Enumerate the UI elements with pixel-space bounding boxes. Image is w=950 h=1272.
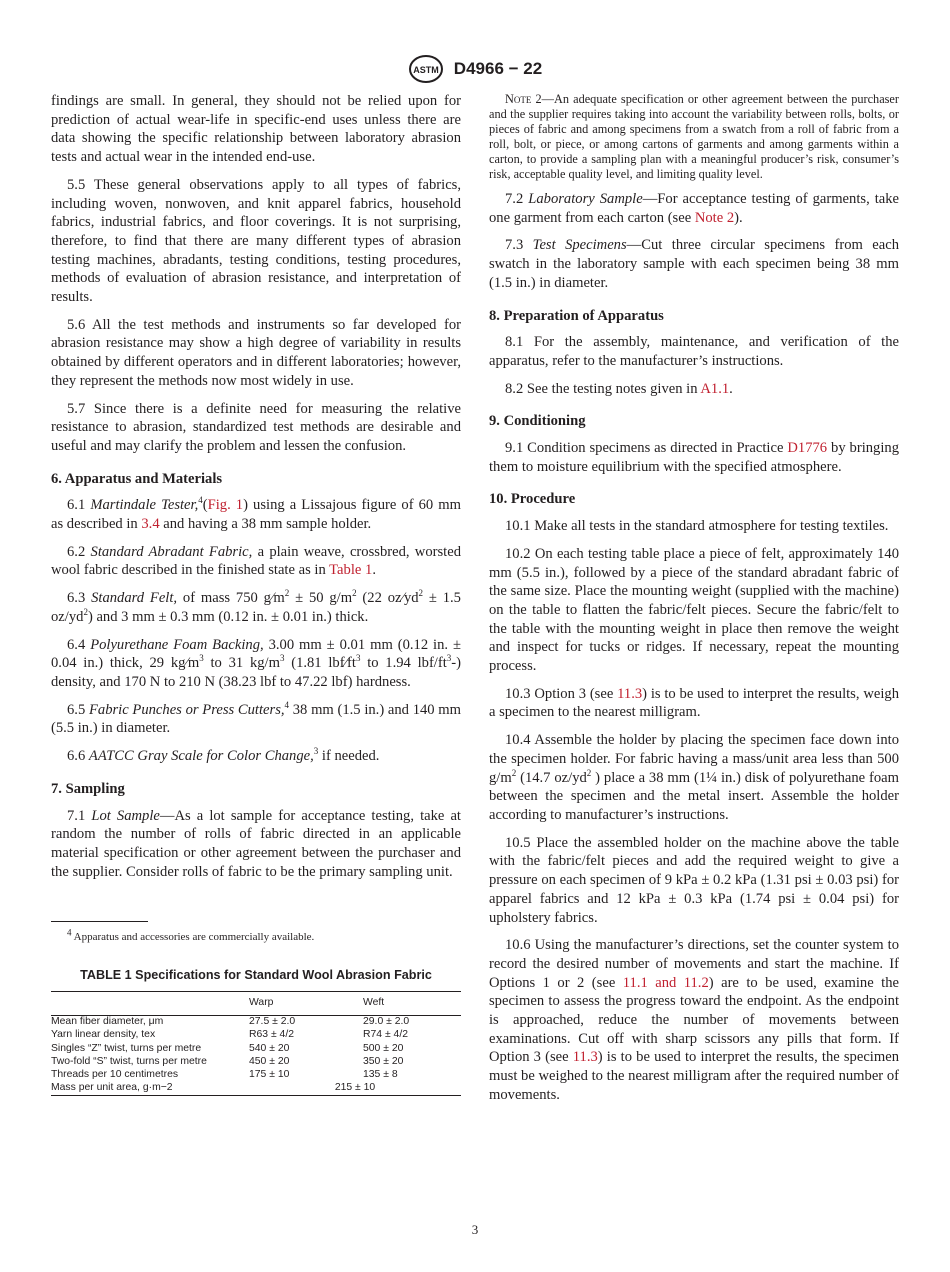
paragraph-5-7: 5.7 Since there is a definite need for measuring the relative resistance to abrasion, standardized test methods are desirable and useful and may clarify the problem and lessen the confusion. (51, 400, 461, 454)
section-heading-8: 8. Preparation of Apparatus (489, 307, 664, 324)
table-header (51, 992, 249, 1016)
footnote-4: $^4$ Apparatus and accessories are commercially available. (67, 927, 315, 944)
paragraph-8-2: 8.2 See the testing notes given in A1.1. (505, 380, 733, 397)
footnote-divider (51, 921, 148, 922)
paragraph-7-1: 7.1 Lot Sample—As a lot sample for acceptance testing, take at random the number of rolls of fabric directed in an applicable material specification or other agreement between the purchaser and the supplier. Consider rolls of fabric to be the primary sampling unit. (51, 807, 461, 880)
table-row: Threads per 10 centimetres 175 ± 10 135 ± 8 (51, 1069, 398, 1081)
paragraph-10-3: 10.3 Option 3 (see 11.3) is to be used to interpret the results, weigh a specimen to the nearest milligram. (489, 685, 899, 721)
table-header: Warp (249, 992, 363, 1016)
table-row: Yarn linear density, tex R63 ± 4/2 R74 ± 4/2 (51, 1029, 408, 1041)
paragraph-5-6: 5.6 All the test methods and instruments so far developed for abrasion resistance may show a high degree of variability in results obtained by different operators and in different laboratories; however, they represent the methods now most widely in use. (51, 316, 461, 389)
right-column (489, 92, 899, 1114)
paragraph-6-5: 6.5 Fabric Punches or Press Cutters,$^4$ 38 mm (1.5 in.) and 140 mm (5.5 in.) in diameter. (51, 699, 462, 737)
paragraph-9-1: 9.1 Condition specimens as directed in Practice D1776 by bringing them to moisture equilibrium with the specified atmosphere. (489, 440, 899, 475)
paragraph-7-2: 7.2 Laboratory Sample—For acceptance testing of garments, take one garment from each carton (see Note 2). (489, 191, 900, 226)
section-heading-7: 7. Sampling (51, 780, 125, 797)
page-number: 3 (471, 1222, 479, 1237)
document-code: D4966 − 22 (453, 59, 543, 78)
paragraph-6-3: 6.3 Standard Felt, of mass 750 $g⁄m^2 \pm 50$ $g/m^2$ (22 $oz⁄yd^2 \pm 1.5$ $oz/yd^2$) and 3 mm ± 0.3 mm (0.12 in. ± 0.01 in.) thick. (51, 588, 461, 625)
table-row: Mean fiber diameter, μm 27.5 ± 2.0 29.0 ± 2.0 (51, 1016, 410, 1028)
table-title: TABLE 1 Specifications for Standard Wool Abrasion Fabric (80, 968, 432, 983)
table-row: Singles “Z” twist, turns per metre 540 ± 20 500 ± 20 (51, 1042, 404, 1054)
link-11-1-11-2[interactable]: 11.1 and 11.2 (622, 974, 709, 991)
paragraph-8-1: 8.1 For the assembly, maintenance, and verification of the apparatus, refer to the manufacturer’s instructions. (489, 334, 899, 369)
section-heading-6: 6. Apparatus and Materials (51, 470, 223, 487)
astm-logo-icon (408, 54, 444, 84)
paragraph-5-5: 5.5 These general observations apply to all types of fabrics, including woven, nonwoven, and knit apparel fabrics, household fabrics, industrial fabrics, and floor coverings. It is not surprising, therefore, to find that there are many different types of abrasion testing machines, abradants, testing conditions, testing procedures, methods of evaluation of abrasion resistance, and interpretation of results. (51, 176, 461, 306)
link-11-3[interactable]: 11.3 (617, 685, 643, 702)
link-d1776[interactable]: D1776 (787, 440, 828, 457)
paragraph-10-4: 10.4 Assemble the holder by placing the specimen face down into the specimen holder. For fabric having a mass/unit area less than 500 $g/m^2$ (14.7 $oz/yd^2$ ) place a 38 mm (1¼ in.) disk of polyurethane foam between the specimen and the metal insert. Assemble the holder according to manufacturer’s instructions. (489, 732, 900, 823)
paragraph-10-1: 10.1 Make all tests in the standard atmosphere for testing textiles. (505, 518, 889, 535)
paragraph-10-6: 10.6 Using the manufacturer’s directions, set the counter system to record the desired number of movements and start the machine. If Options 1 or 2 (see 11.1 and 11.2) are to be used, examine the specimen to assess the progress toward the endpoint. As the endpoint is approached, reduce the number of movements between examinations. Cut off with sharp scissors any pills that form. If Option 3 (see 11.3) is to be used to interpret the results, the specimen must be weighed to the nearest milligram after the required number of movements. (489, 937, 899, 1103)
link-table-1[interactable]: Table 1 (329, 562, 373, 579)
paragraph-6-2: 6.2 Standard Abradant Fabric, a plain weave, crossbred, worsted wool fabric described in the finished state as in Table 1. (51, 543, 462, 579)
table-row: Two-fold “S” twist, turns per metre 450 ± 20 350 ± 20 (51, 1055, 404, 1067)
link-a1-1[interactable]: A1.1 (700, 380, 730, 397)
paragraph-continued: findings are small. In general, they should not be relied upon for prediction of actual wear-life in specific-end uses unless there are data showing the specific relationship between laboratory abrasion tests and actual wear in the intended end-use. (51, 93, 461, 166)
link-3-4[interactable]: 3.4 (141, 516, 160, 533)
left-column (51, 92, 461, 1096)
section-heading-9: 9. Conditioning (489, 413, 586, 430)
paragraph-6-1: 6.1 Martindale Tester,$^4$(Fig. 1) using a Lissajous figure of 60 mm as described in 3.4 and having a 38 mm sample holder. (51, 495, 461, 533)
table-row: Mass per unit area, g·m−2 215 ± 10 (51, 1082, 461, 1096)
astm-logo-text: ASTM (413, 65, 439, 75)
note-2: Note 2—An adequate specification or other agreement between the purchaser and the supplier requires taking into account the variability between rolls, bolts, or pieces of fabric and among specimens from a swatch from a roll of fabric from a roll, bolt, or piece, or among cartons of garments and among garments within a carton, to provide a sampling plan with a meaningful producer’s risk, consumer’s risk, acceptable quality level, and limiting quality level. (489, 92, 899, 181)
paragraph-10-2: 10.2 On each testing table place a piece of felt, approximately 140 mm (5.5 in.), followed by a piece of the standard abradant fabric of the same size. Place the mounting weight (supplied with the machine) on the table to flatten the fabric/felt pieces. Secure the fabric/felt to the table with the mounting weight in place then remove the weight and inspect for tucks or ridges. If necessary, repeat the mounting process. (489, 545, 899, 675)
paragraph-6-6: 6.6 AATCC Gray Scale for Color Change,$^3$ if needed. (67, 746, 380, 765)
paragraph-7-3: 7.3 Test Specimens—Cut three circular specimens from each swatch in the laboratory sample with each specimen being 38 mm (1.5 in.) in diameter. (489, 237, 899, 291)
section-heading-10: 10. Procedure (489, 491, 576, 508)
paragraph-10-5: 10.5 Place the assembled holder on the machine above the table with the fabric/felt pieces and add the required weight to give a pressure on each specimen of 9 kPa ± 0.2 kPa (1.31 psi ± 0.03 psi) for apparel fabrics and 12 kPa ± 0.3 kPa (1.74 psi ± 0.04 psi) for upholstery fabrics. (489, 834, 899, 926)
link-fig-1[interactable]: Fig. 1 (207, 497, 244, 514)
spec-table (51, 991, 461, 1096)
paragraph-6-4: 6.4 Polyurethane Foam Backing, 3.00 mm ± 0.01 mm (0.12 in. ± 0.04 in.) thick, 29 $kg⁄m^3$ to 31 $kg/m^3$ (1.81 $lbf⁄ft^3$ to 1.94 lbf/$ft^3-$) density, and 170 N to 210 N (38.23 lbf to 47.22 lbf) hardness. (51, 636, 462, 690)
table-header: Weft (363, 992, 461, 1016)
link-11-3[interactable]: 11.3 (572, 1049, 598, 1066)
link-note-2[interactable]: Note 2 (694, 209, 735, 226)
table-header-row (51, 992, 461, 1016)
page-header (0, 54, 950, 84)
